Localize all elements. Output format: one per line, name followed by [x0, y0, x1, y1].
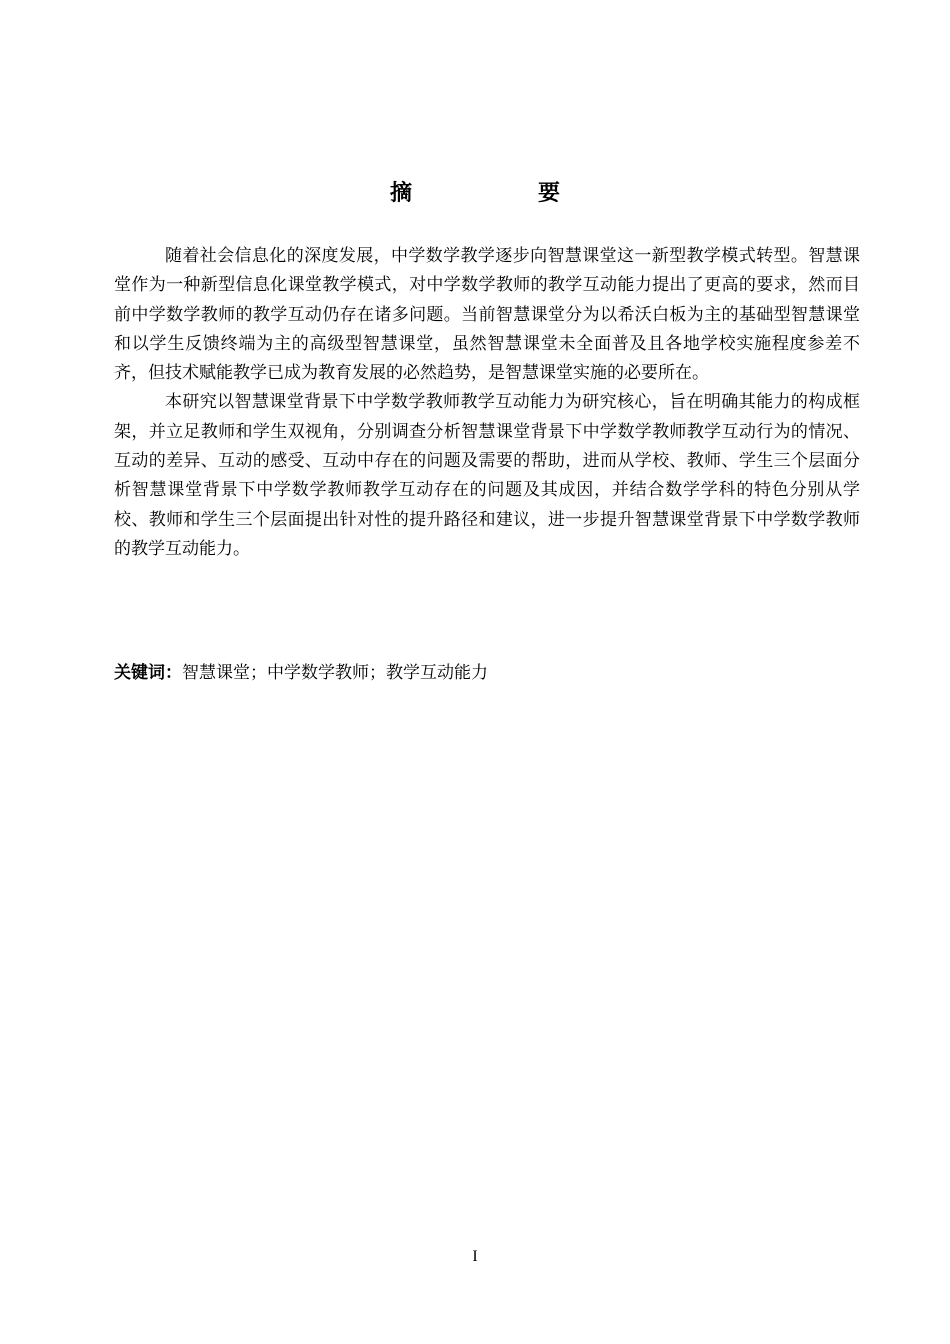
page-number: I [472, 1248, 478, 1265]
abstract-paragraph-1: 随着社会信息化的深度发展，中学数学教学逐步向智慧课堂这一新型教学模式转型。智慧课堂作为一种新型信息化课堂教学模式，对中学数学教师的教学互动能力提出了更高的要求，然而目前中学数学教师的教学互动仍存在诸多问题。当前智慧课堂分为以希沃白板为主的基础型智慧课堂和以学生反馈终端为主的高级型智慧课堂，虽然智慧课堂未全面普及且各地学校实施程度参差不齐，但技术赋能教学已成为教育发展的必然趋势，是智慧课堂实施的必要所在。 [114, 246, 860, 384]
abstract-paragraph-2: 本研究以智慧课堂背景下中学数学教师教学互动能力为研究核心，旨在明确其能力的构成框架，并立足教师和学生双视角，分别调查分析智慧课堂背景下中学数学教师教学互动行为的情况、互动的差异、互动的感受、互动中存在的问题及需要的帮助，进而从学校、教师、学生三个层面分析智慧课堂背景下中学数学教师教学互动存在的问题及其成因，并结合数学学科的特色分别从学校、教师和学生三个层面提出针对性的提升路径和建议，进一步提升智慧课堂背景下中学数学教师的教学互动能力。 [114, 392, 860, 559]
keywords-value: 智慧课堂；中学数学教师；教学互动能力 [182, 663, 488, 683]
keywords-line [114, 659, 860, 688]
abstract-title: 摘 要 [389, 181, 612, 206]
abstract-body [114, 242, 860, 564]
keywords-label: 关键词： [114, 663, 182, 683]
